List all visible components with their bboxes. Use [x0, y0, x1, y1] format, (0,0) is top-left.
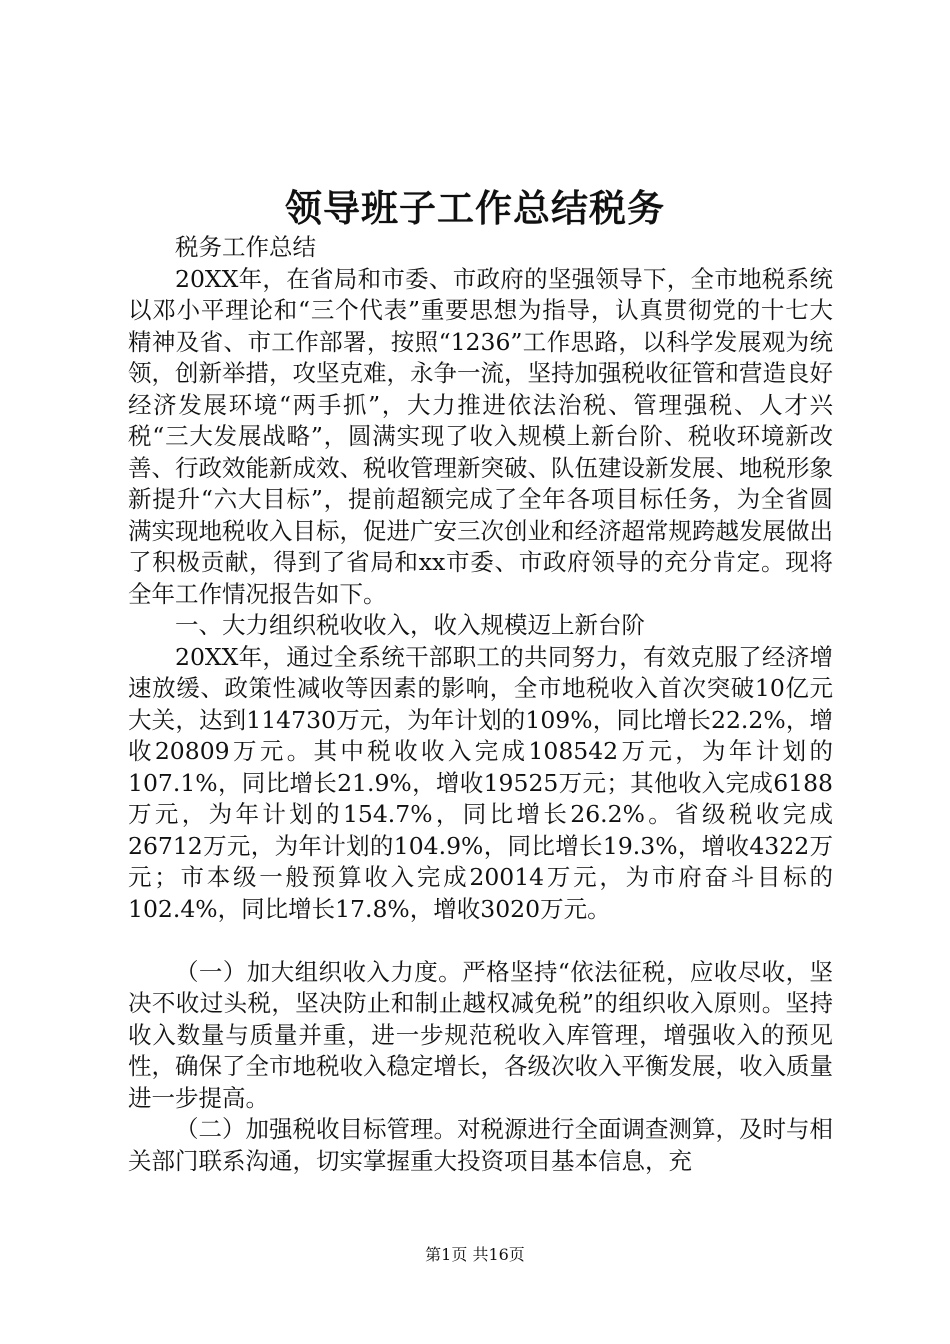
paragraph-item-1: （一）加大组织收入力度。严格坚持“依法征税，应收尽收，坚决不收过头税，坚决防止和制止越权减免税”的组织收入原则。坚持收入数量与质量并重，进一步规范税收入库管理，增强收入的预见性，确保了全市地税收入稳定增长，各级次收入平衡发展，收入质量进一步提高。 [128, 957, 833, 1112]
paragraph-item-2: （二）加强税收目标管理。对税源进行全面调查测算，及时与相关部门联系沟通，切实掌握重大投资项目基本信息，充 [128, 1115, 833, 1175]
page-number-footer: 第1页 共16页 [425, 1245, 525, 1264]
paragraph-revenue: 20XX年，通过全系统干部职工的共同努力，有效克服了经济增速放缓、政策性减收等因素的影响，全市地税收入首次突破10亿元大关，达到114730万元，为年计划的109%，同比增长22.2%，增收20809万元。其中税收收入完成108542万元，为年计划的107.1%，同比增长21.9%，增收19525万元；其他收入完成6188万元，为年计划的154.7%，同比增长26.2%。省级税收完成26712万元，为年计划的104.9%，同比增长19.3%，增收4322万元；市本级一般预算收入完成20014万元，为市府奋斗目标的102.4%，同比增长17.8%，增收3020万元。 [128, 642, 833, 923]
section-heading-1: 一、大力组织税收收入，收入规模迈上新台阶 [175, 611, 645, 639]
paragraph-subtitle: 税务工作总结 [175, 233, 316, 261]
document-title: 领导班子工作总结税务 [285, 186, 665, 230]
document-body [128, 232, 833, 1177]
paragraph-intro: 20XX年，在省局和市委、市政府的坚强领导下，全市地税系统以邓小平理论和“三个代表”重要思想为指导，认真贯彻党的十七大精神及省、市工作部署，按照“1236”工作思路，以科学发展观为统领，创新举措，攻坚克难，永争一流，坚持加强税收征管和营造良好经济发展环境“两手抓”，大力推进依法治税、管理强税、人才兴税“三大发展战略”，圆满实现了收入规模上新台阶、税收环境新改善、行政效能新成效、税收管理新突破、队伍建设新发展、地税形象新提升“六大目标”，提前超额完成了全年各项目标任务，为全省圆满实现地税收入目标，促进广安三次创业和经济超常规跨越发展做出了积极贡献，得到了省局和xx市委、市政府领导的充分肯定。现将全年工作情况报告如下。 [128, 264, 833, 608]
